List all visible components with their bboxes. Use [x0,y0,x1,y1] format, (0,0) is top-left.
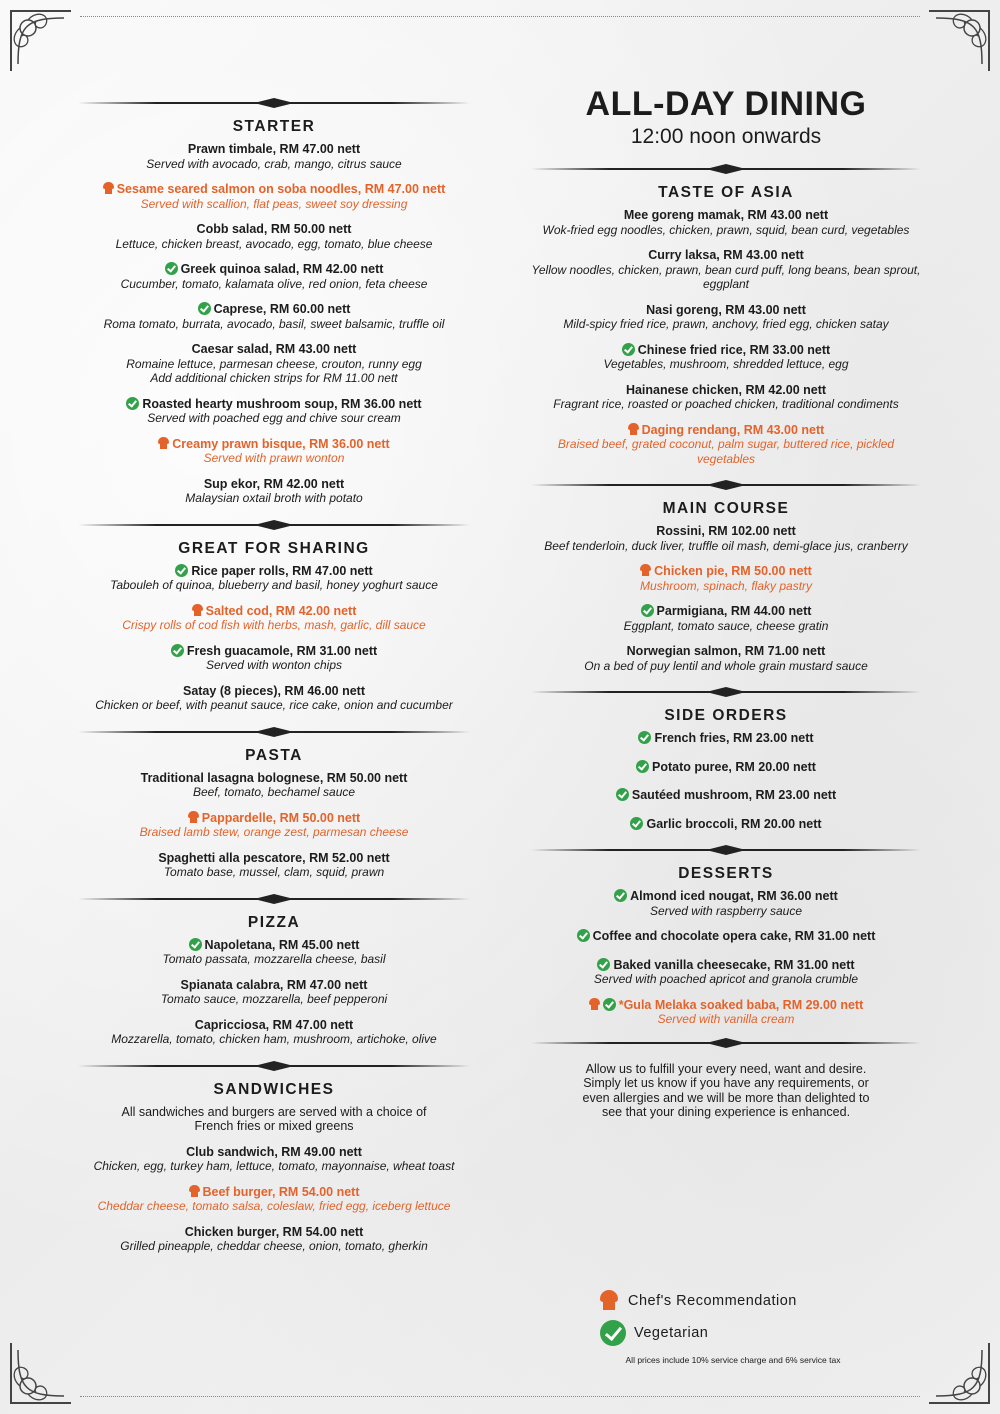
menu-item [78,182,470,211]
menu-section [528,865,924,1027]
menu-item-name-row [528,788,924,803]
menu-item [78,978,470,1007]
menu-item-description: Tomato passata, mozzarella cheese, basil [162,952,386,966]
menu-item-name-row [78,1185,470,1200]
menu-item-name: Pappardelle, RM 50.00 nett [201,810,361,825]
menu-item-name: Salted cod, RM 42.00 nett [205,603,357,618]
chef-hat-icon [600,1290,618,1312]
legend [600,1290,797,1354]
menu-item-description: Tabouleh of quinoa, blueberry and basil, honey yoghurt sauce [110,578,438,592]
section-title: STARTER [232,118,316,135]
menu-item-name: Spianata calabra, RM 47.00 nett [180,977,368,992]
chef-hat-icon [158,437,169,450]
chef-hat-icon [628,423,639,436]
vegetarian-check-icon [175,564,188,577]
menu-item-name: *Gula Melaka soaked baba, RM 29.00 nett [618,997,864,1012]
menu-section [528,500,924,673]
menu-item-name-row [528,383,924,398]
menu-item-name-row [78,604,470,619]
menu-item-name: Creamy prawn bisque, RM 36.00 nett [172,436,390,451]
menu-item-description: Chicken or beef, with peanut sauce, rice cake, onion and cucumber [95,698,453,712]
menu-item-name-row [528,929,924,944]
section-title: GREAT FOR SHARING [178,539,370,557]
section-divider [531,845,921,855]
vegetarian-check-icon [622,343,635,356]
vegetarian-check-icon [638,731,651,744]
fineprint: All prices include 10% service charge and 6% service tax [625,1355,841,1365]
menu-item-name: Greek quinoa salad, RM 42.00 nett [180,262,384,276]
vegetarian-check-icon [165,262,178,275]
menu-item [528,383,924,412]
section-title: PASTA [245,746,303,764]
menu-item-name: Curry laksa, RM 43.00 nett [648,248,804,262]
menu-item [78,222,470,251]
menu-item-name: Daging rendang, RM 43.00 nett [641,422,825,437]
section-divider [78,98,470,108]
corner-ornament-icon [924,6,994,76]
top-border-line [80,16,920,17]
menu-item-name-row [528,564,924,579]
menu-item-name: Sesame seared salmon on soba noodles, RM 47.00 nett [116,182,446,196]
menu-section [78,914,470,1047]
menu-item-name: Spaghetti alla pescatore, RM 52.00 nett [158,850,390,865]
menu-item-name: Caprese, RM 60.00 nett [213,302,351,316]
menu-item [78,1185,470,1214]
section-title: MAIN COURSE [662,500,790,517]
menu-item-name-row [78,771,470,786]
menu-item-description: Roma tomato, burrata, avocado, basil, sweet balsamic, truffle oil [103,316,445,331]
menu-item-name-row [78,564,470,579]
menu-item-name-row [78,342,470,357]
menu-item-description: Grilled pineapple, cheddar cheese, onion, tomato, gherkin [120,1239,428,1253]
menu-item-name-row [78,644,470,659]
menu-item-name-row [528,343,924,358]
menu-item-name: Sautéed mushroom, RM 23.00 nett [631,788,837,802]
chef-hat-icon [103,182,114,195]
menu-item [78,604,470,633]
menu-item-name: Potato puree, RM 20.00 nett [652,759,816,774]
menu-item [528,788,924,803]
section-divider [531,480,921,490]
vegetarian-check-icon [636,760,649,773]
menu-item-description: Served with avocado, crab, mango, citrus sauce [146,156,402,171]
menu-item-name: Chinese fried rice, RM 33.00 nett [637,342,831,357]
section-divider [531,687,921,697]
menu-item-name: Prawn timbale, RM 47.00 nett [187,142,361,156]
menu-item-name-row [528,958,924,973]
page-subtitle: 12:00 noon onwards [630,125,822,148]
menu-section [78,1081,470,1254]
menu-item [528,998,924,1027]
menu-item [78,644,470,673]
vegetarian-check-icon [126,397,139,410]
menu-item-description: Wok-fried egg noodles, chicken, prawn, squid, bean curd, vegetables [542,222,910,237]
menu-section [78,118,470,506]
vegetarian-check-icon [597,958,610,971]
menu-item [78,342,470,386]
menu-section [78,747,470,880]
section-intro: All sandwiches and burgers are served with a choice of French fries or mixed greens [121,1104,427,1133]
menu-item [78,851,470,880]
menu-item-name-row [78,1225,470,1240]
menu-item-description: Served with wonton chips [205,658,343,672]
menu-item-name: Sup ekor, RM 42.00 nett [203,476,345,491]
menu-item-name-row [78,182,470,197]
menu-item-name: Nasi goreng, RM 43.00 nett [646,302,806,317]
legend-veg [600,1320,797,1346]
menu-item-name: Rossini, RM 102.00 nett [656,524,796,538]
vegetarian-check-icon [614,889,627,902]
menu-item-name: Roasted hearty mushroom soup, RM 36.00 nett [142,396,422,411]
menu-item [78,1145,470,1174]
legend-chef-label: Chef's Recommendation [628,1293,797,1309]
section-title: DESSERTS [678,865,774,882]
menu-item-name-row [528,760,924,775]
menu-item-description: Chicken, egg, turkey ham, lettuce, tomato, mayonnaise, wheat toast [93,1159,455,1173]
menu-item-description: Served with vanilla cream [657,1012,795,1026]
menu-item-name: Norwegian salmon, RM 71.00 nett [626,644,826,658]
menu-section [78,540,470,713]
menu-item-description: Braised lamb stew, orange zest, parmesan cheese [139,825,409,839]
menu-item-name: Rice paper rolls, RM 47.00 nett [191,563,373,578]
menu-item [528,958,924,987]
menu-item-name-row [528,248,924,263]
menu-item [78,302,470,331]
menu-item-note: Add additional chicken strips for RM 11.00 nett [150,371,398,385]
section-divider [531,164,921,174]
corner-ornament-icon [924,1338,994,1408]
menu-item [528,760,924,775]
bottom-border-line [80,1396,920,1397]
menu-item-name-row [528,208,924,223]
menu-section [528,184,924,466]
menu-item-name-row [78,978,470,993]
menu-item-name-row [528,731,924,746]
menu-item-description: Lettuce, chicken breast, avocado, egg, tomato, blue cheese [115,236,433,251]
right-menu-column [528,86,924,1120]
menu-item-name: Hainanese chicken, RM 42.00 nett [625,382,827,397]
vegetarian-check-icon [577,929,590,942]
vegetarian-check-icon [198,302,211,315]
menu-item-name: Napoletana, RM 45.00 nett [204,937,360,952]
menu-item-description: Malaysian oxtail broth with potato [185,491,363,505]
menu-item-name: Almond iced nougat, RM 36.00 nett [630,889,838,903]
menu-item-name-row [78,262,470,277]
menu-item-name-row [78,477,470,492]
menu-item [78,771,470,800]
menu-item [528,731,924,746]
legend-chef [600,1290,797,1312]
chef-hat-icon [192,604,203,617]
menu-item-name: Traditional lasagna bolognese, RM 50.00 nett [140,770,408,785]
menu-item-description: Beef, tomato, bechamel sauce [192,785,356,799]
vegetarian-check-icon [603,998,616,1011]
menu-item-name-row [78,1145,470,1160]
menu-item [528,817,924,832]
vegetarian-check-icon [600,1320,626,1346]
menu-item [78,142,470,171]
menu-item-name-row [78,684,470,699]
menu-item [78,811,470,840]
corner-ornament-icon [6,6,76,76]
menu-item-name-row [78,222,470,237]
menu-item-name: Baked vanilla cheesecake, RM 31.00 nett [613,957,855,972]
menu-item-name-row [78,437,470,452]
menu-item [78,938,470,967]
menu-item-name-row [528,423,924,438]
menu-item-name: French fries, RM 23.00 nett [654,731,814,745]
menu-item [78,1225,470,1254]
menu-item-name: Coffee and chocolate opera cake, RM 31.00 nett [592,929,876,943]
menu-item-name: Capricciosa, RM 47.00 nett [194,1017,354,1032]
menu-item-name: Mee goreng mamak, RM 43.00 nett [623,208,829,222]
menu-item-description: Tomato base, mussel, clam, squid, prawn [163,865,385,879]
menu-item-name-row [528,998,924,1013]
menu-item-description: Yellow noodles, chicken, prawn, bean curd puff, long beans, bean sprout, eggplant [531,262,921,291]
section-divider [78,520,470,530]
menu-item-name-row [78,397,470,412]
menu-item-name: Garlic broccoli, RM 20.00 nett [646,816,822,831]
menu-item-name-row [78,1018,470,1033]
menu-item [78,564,470,593]
menu-item-description: Mushroom, spinach, flaky pastry [639,578,813,593]
menu-item [78,477,470,506]
menu-item [528,343,924,372]
menu-item-name-row [78,302,470,317]
menu-item-name-row [528,644,924,659]
menu-item-name: Caesar salad, RM 43.00 nett [191,342,357,356]
menu-item [528,423,924,467]
section-title: SANDWICHES [213,1080,335,1098]
menu-item-description: Fragrant rice, roasted or poached chicken, traditional condiments [553,397,899,411]
section-divider [78,1061,470,1071]
menu-item-description: Romaine lettuce, parmesan cheese, crouton, runny egg [126,356,422,371]
section-title: SIDE ORDERS [664,707,788,724]
vegetarian-check-icon [616,788,629,801]
menu-item-name: Satay (8 pieces), RM 46.00 nett [182,683,366,698]
menu-item-description: Served with scallion, flat peas, sweet soy dressing [140,196,408,211]
menu-item-name: Chicken pie, RM 50.00 nett [654,564,812,578]
menu-item [528,564,924,593]
vegetarian-check-icon [171,644,184,657]
section-title: PIZZA [247,913,301,931]
menu-item [528,929,924,944]
menu-item-description: Eggplant, tomato sauce, cheese gratin [623,618,829,633]
menu-item-name-row [78,811,470,826]
menu-item-description: Cucumber, tomato, kalamata olive, red onion, feta cheese [120,276,428,291]
closing-note: Allow us to fulfill your every need, want and desire. Simply let us know if you have any requirements, or even allergies and we will be more than delighted to see that your dining experience is enhanced. [582,1061,870,1119]
vegetarian-check-icon [630,817,643,830]
chef-hat-icon [589,998,600,1011]
menu-item [528,524,924,553]
menu-item-description: Vegetables, mushroom, shredded lettuce, egg [603,357,849,371]
chef-hat-icon [188,811,199,824]
corner-ornament-icon [6,1338,76,1408]
menu-item-name: Cobb salad, RM 50.00 nett [196,222,352,236]
vegetarian-check-icon [641,604,654,617]
menu-item-name-row [528,604,924,619]
menu-item [528,248,924,292]
vegetarian-check-icon [189,938,202,951]
menu-item-description: Beef tenderloin, duck liver, truffle oil mash, demi-glace jus, cranberry [544,538,908,553]
menu-item-name: Chicken burger, RM 54.00 nett [184,1224,364,1239]
menu-item-description: Served with poached egg and chive sour cream [147,411,401,425]
menu-item-name: Club sandwich, RM 49.00 nett [186,1144,362,1159]
menu-item [78,437,470,466]
menu-item-name-row [78,938,470,953]
menu-item-description: Tomato sauce, mozzarella, beef pepperoni [160,992,388,1006]
menu-item [528,303,924,332]
section-title: TASTE OF ASIA [658,184,794,201]
menu-item-name-row [78,851,470,866]
menu-item-description: Crispy rolls of cod fish with herbs, mash, garlic, dill sauce [122,618,426,632]
menu-item [78,1018,470,1047]
left-menu-column [78,84,470,1265]
menu-item-name-row [78,142,470,157]
menu-item-name: Beef burger, RM 54.00 nett [202,1184,360,1199]
menu-item-description: Served with poached apricot and granola crumble [593,972,859,986]
menu-item-description: Served with prawn wonton [203,451,345,465]
page-title: ALL-DAY DINING [585,85,867,123]
menu-item [528,208,924,237]
menu-item [528,644,924,673]
menu-item [78,684,470,713]
menu-item-name-row [528,524,924,539]
menu-item-name-row [528,303,924,318]
legend-veg-label: Vegetarian [634,1325,709,1341]
right-sections [528,164,924,1027]
menu-item-name: Parmigiana, RM 44.00 nett [656,604,812,618]
menu-item [528,604,924,633]
menu-section [528,707,924,831]
menu-item [78,262,470,291]
menu-item-description: On a bed of puy lentil and whole grain mustard sauce [584,658,868,673]
menu-item-name-row [528,817,924,832]
menu-item-name: Fresh guacamole, RM 31.00 nett [186,643,378,658]
menu-item-description: Served with raspberry sauce [649,903,803,918]
menu-item-name-row [528,889,924,904]
chef-hat-icon [189,1185,200,1198]
section-divider [78,727,470,737]
menu-item-description: Cheddar cheese, tomato salsa, coleslaw, fried egg, iceberg lettuce [97,1199,451,1213]
menu-item [528,889,924,918]
menu-item-description: Mild-spicy fried rice, prawn, anchovy, fried egg, chicken satay [563,317,889,331]
menu-item-description: Mozzarella, tomato, chicken ham, mushroom, artichoke, olive [111,1032,437,1046]
section-divider [78,894,470,904]
section-divider [531,1038,921,1048]
menu-item-description: Braised beef, grated coconut, palm sugar, buttered rice, pickled vegetables [557,437,895,466]
menu-item [78,397,470,426]
chef-hat-icon [640,564,651,577]
